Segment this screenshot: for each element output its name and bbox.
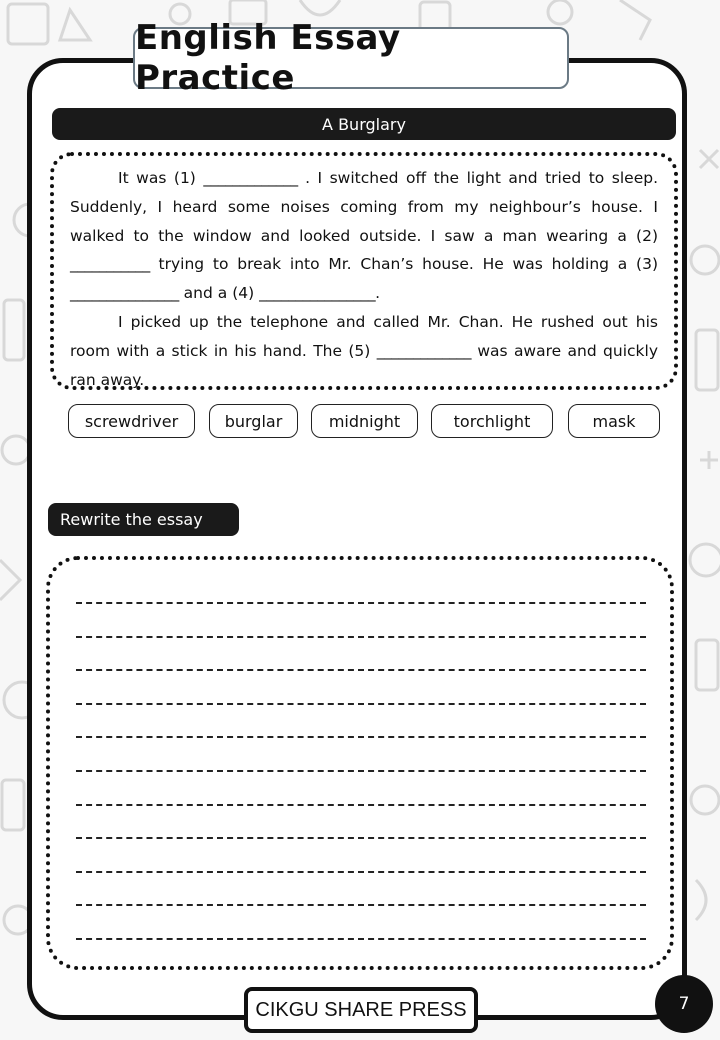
writing-line[interactable] — [76, 871, 646, 873]
writing-line[interactable] — [76, 736, 646, 738]
writing-line[interactable] — [76, 770, 646, 772]
page-number: 7 — [655, 975, 713, 1033]
story-paragraph-2 — [70, 308, 658, 394]
word-chip: torchlight — [431, 404, 553, 438]
word-chip: midnight — [311, 404, 418, 438]
answer-blank[interactable]: ___________ — [70, 255, 150, 274]
writing-area[interactable] — [46, 556, 674, 970]
story-text: . I switched off the light and tried to sleep. Suddenly, I heard some noises coming from my neighbour’s house. I walked to the window and looked outside. I saw a man wearing a (2) — [70, 169, 658, 245]
writing-line[interactable] — [76, 636, 646, 638]
story-text: and a (4) — [178, 284, 260, 303]
story-text: trying to break into Mr. Chan’s house. He was holding a (3) — [149, 255, 658, 274]
story-paragraph-1 — [70, 164, 658, 308]
word-chip: mask — [568, 404, 660, 438]
writing-line[interactable] — [76, 804, 646, 806]
answer-blank[interactable]: _____________ — [203, 169, 298, 187]
page-title: English Essay Practice — [133, 27, 569, 89]
writing-line[interactable] — [76, 703, 646, 705]
answer-blank[interactable]: ________________. — [259, 284, 380, 303]
rewrite-label: Rewrite the essay — [48, 503, 239, 536]
word-chip: screwdriver — [68, 404, 195, 438]
publisher-label: CIKGU SHARE PRESS — [244, 987, 478, 1033]
writing-line[interactable] — [76, 904, 646, 906]
answer-blank[interactable]: _____________ — [376, 341, 471, 360]
story-passage — [50, 152, 678, 390]
writing-line[interactable] — [76, 669, 646, 671]
story-text: I picked up the telephone and called Mr. Chan. He rushed out his room with a stick in his hand. The (5) — [70, 312, 658, 360]
story-text: was aware and quickly ran away. — [70, 341, 659, 389]
word-chip: burglar — [209, 404, 298, 438]
story-title-bar: A Burglary — [52, 108, 676, 140]
writing-line[interactable] — [76, 602, 646, 604]
word-bank — [68, 404, 662, 438]
writing-line[interactable] — [76, 837, 646, 839]
answer-blank[interactable]: _______________ — [70, 284, 179, 303]
story-text: It was (1) — [118, 169, 204, 187]
writing-line[interactable] — [76, 938, 646, 940]
